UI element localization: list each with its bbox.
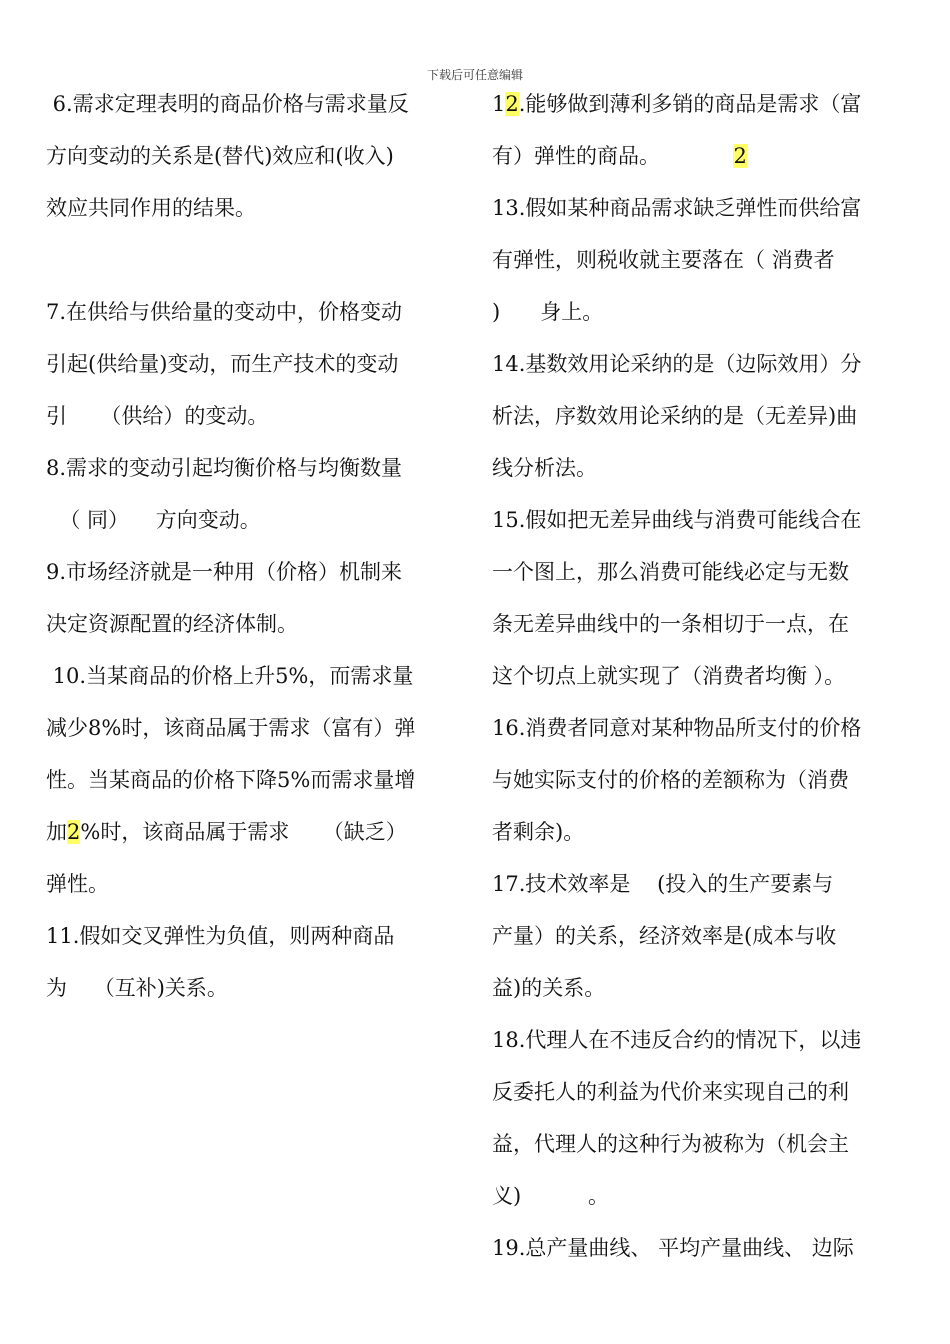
- text-line: 15.假如把无差异曲线与消费可能线合在: [492, 508, 862, 532]
- text-line: 11.假如交叉弹性为负值，则两种商品: [46, 924, 395, 948]
- text-line-highlighted: [492, 130, 904, 182]
- text-line: 性。当某商品的价格下降5%而需求量增: [46, 768, 416, 792]
- text-line: 引起(供给量)变动，而生产技术的变动: [46, 352, 399, 376]
- text-line: 一个图上，那么消费可能线必定与无数: [492, 560, 849, 584]
- text-line: 义) 。: [492, 1184, 609, 1208]
- text-line: 线分析法。: [492, 456, 597, 480]
- right-column: [492, 78, 904, 1274]
- text-line: 9.市场经济就是一种用（价格）机制来: [46, 560, 403, 584]
- text-line: 减少8%时，该商品属于需求（富有）弹: [46, 716, 416, 740]
- text-line: 弹性。: [46, 872, 109, 896]
- page-header: 下载后可任意编辑: [426, 68, 523, 82]
- left-column: [46, 78, 458, 1014]
- text-segment: 1: [492, 92, 506, 116]
- text-line-highlighted: [492, 78, 904, 130]
- text-line: 10.当某商品的价格上升5%，而需求量: [46, 664, 414, 688]
- highlighted-text: 2: [505, 92, 519, 116]
- text-segment: .能够做到薄利多销的商品是需求（富: [518, 92, 862, 116]
- text-line: 析法，序数效用论采纳的是（无差异)曲: [492, 404, 858, 428]
- text-line: 益，代理人的这种行为被称为（机会主: [492, 1132, 849, 1156]
- text-line: 13.假如某种商品需求缺乏弹性而供给富: [492, 196, 862, 220]
- text-line: 18.代理人在不违反合约的情况下，以违: [492, 1028, 862, 1052]
- text-line: 决定资源配置的经济体制。: [46, 612, 298, 636]
- text-line: 方向变动的关系是(替代)效应和(收入): [46, 144, 394, 168]
- text-line: 为 （互补)关系。: [46, 976, 228, 1000]
- text-line: 16.消费者同意对某种物品所支付的价格: [492, 716, 862, 740]
- text-line: 与她实际支付的价格的差额称为（消费: [492, 768, 849, 792]
- text-line: 14.基数效用论采纳的是（边际效用）分: [492, 352, 862, 376]
- text-line: 反委托人的利益为代价来实现自己的利: [492, 1080, 849, 1104]
- text-line: 这个切点上就实现了（消费者均衡 ）。: [492, 664, 846, 688]
- text-line: 19.总产量曲线、 平均产量曲线、 边际: [492, 1236, 854, 1260]
- text-segment: %时，该商品属于需求 （缺乏）: [80, 820, 407, 844]
- text-line: 8.需求的变动引起均衡价格与均衡数量: [46, 456, 403, 480]
- highlighted-text: 2: [67, 820, 81, 844]
- text-segment: 加: [46, 820, 67, 844]
- text-line: （ 同） 方向变动。: [46, 508, 261, 532]
- text-line: 6.需求定理表明的商品价格与需求量反: [46, 92, 409, 116]
- text-line: 产量）的关系，经济效率是(成本与收: [492, 924, 837, 948]
- text-segment: 有）弹性的商品。: [492, 144, 734, 168]
- text-line: 17.技术效率是 (投入的生产要素与: [492, 872, 834, 896]
- text-line: 者剩余)。: [492, 820, 585, 844]
- text-line: 有弹性，则税收就主要落在（ 消费者: [492, 248, 835, 272]
- text-line-highlighted: [46, 806, 458, 858]
- text-line: 7.在供给与供给量的变动中，价格变动: [46, 300, 403, 324]
- text-line: 效应共同作用的结果。: [46, 196, 256, 220]
- blank-line: [46, 234, 458, 286]
- highlighted-text: 2: [733, 144, 747, 168]
- text-line: 引 （供给）的变动。: [46, 404, 269, 428]
- text-line: 益)的关系。: [492, 976, 606, 1000]
- text-line: ) 身上。: [492, 300, 604, 324]
- text-line: 条无差异曲线中的一条相切于一点，在: [492, 612, 849, 636]
